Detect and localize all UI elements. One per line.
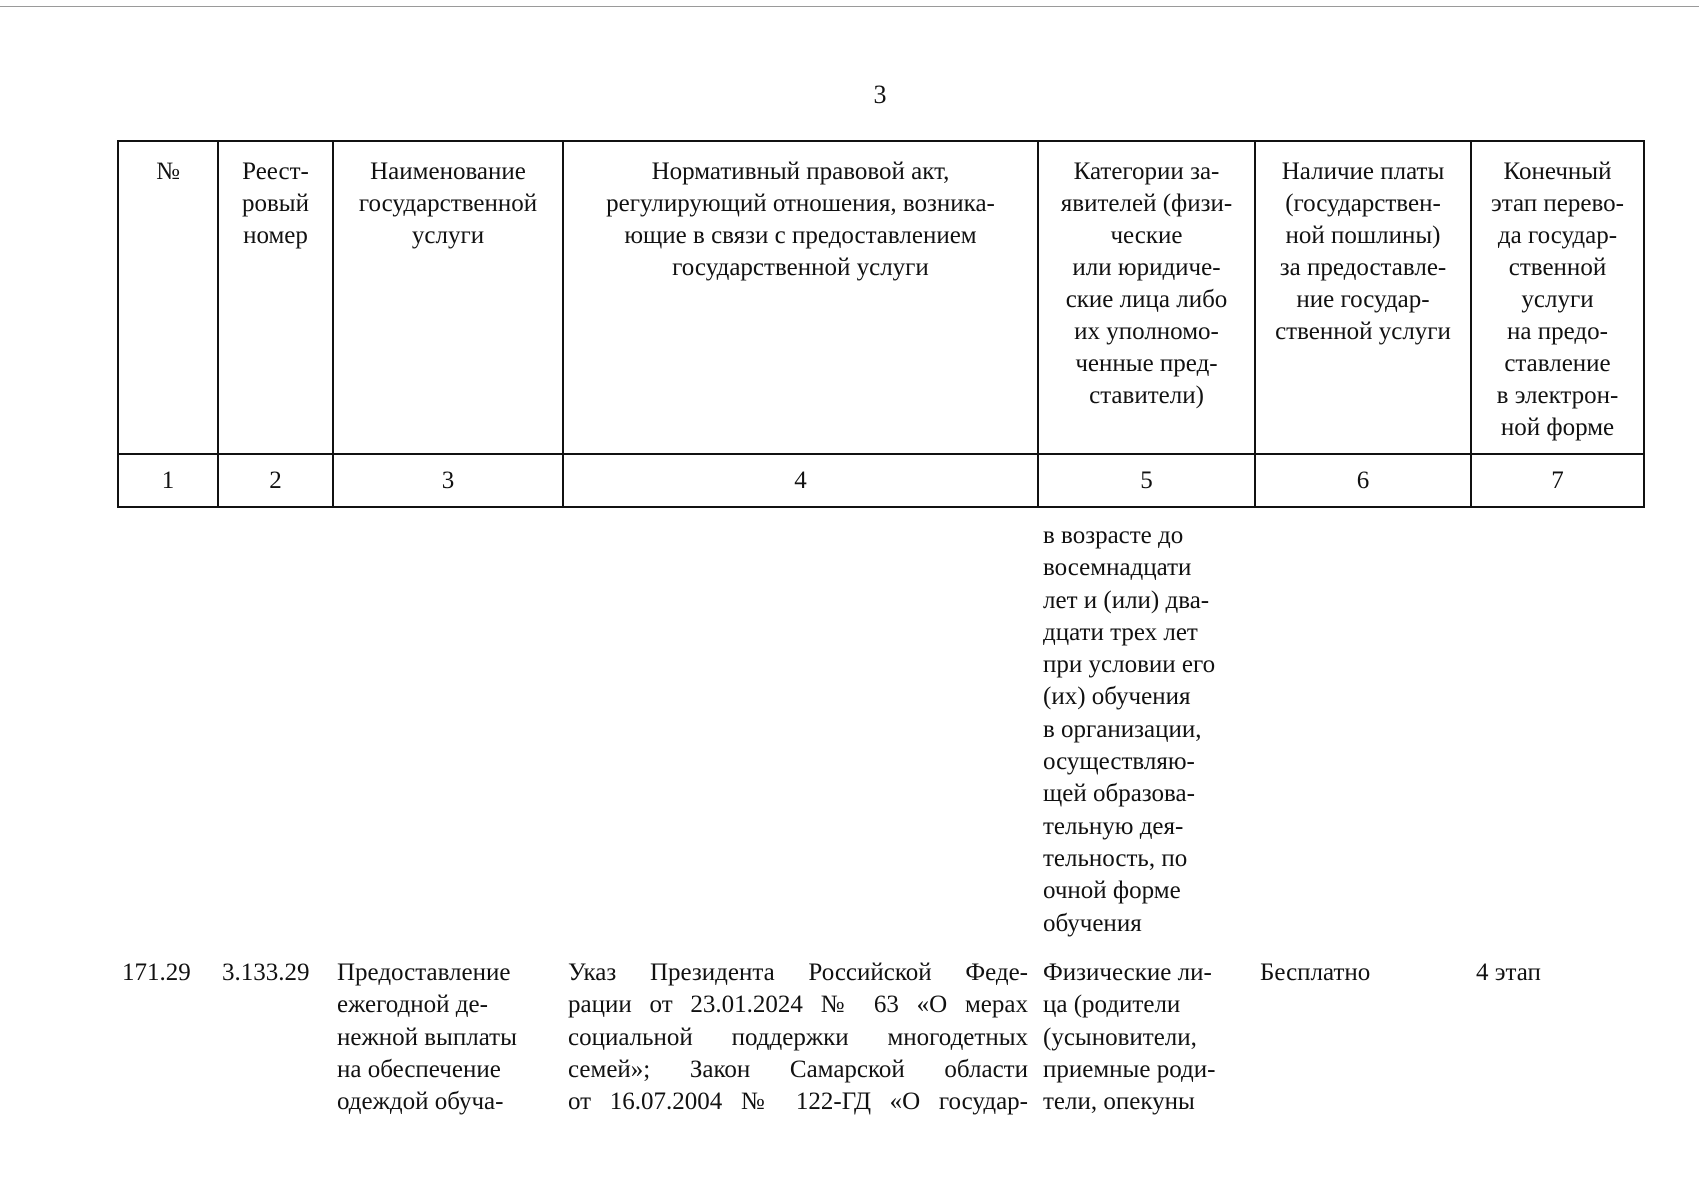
text-line: государственной услуги (672, 254, 929, 281)
text-line: в электрон- (1496, 382, 1619, 409)
text-line: ские лица либо (1065, 286, 1228, 313)
text-line: в организации, (1043, 715, 1202, 743)
text-line: (государствен- (1285, 190, 1441, 217)
text-line: ной форме (1500, 414, 1615, 441)
text-line: Предоставление (337, 959, 511, 986)
header-col-number (118, 141, 218, 454)
row-fee: Бесплатно (1260, 959, 1371, 986)
text-line: ченные пред- (1075, 350, 1218, 377)
text-line: Нормативный правовой акт, (651, 158, 950, 185)
text-line: ственной (1508, 254, 1607, 281)
text-line: ежегодной де- (337, 991, 488, 1019)
text-line: щей образова- (1043, 780, 1195, 808)
text-line: в возрасте до (1043, 522, 1184, 549)
text-line: ственной услуги (1275, 318, 1451, 345)
text-line: ческие (1110, 222, 1183, 249)
text-line: ровый (242, 190, 309, 217)
header-col-fee (1255, 141, 1471, 454)
text-line: тельную дея- (1043, 812, 1184, 840)
services-table-header (117, 140, 1645, 508)
continued-applicant-categories (1043, 520, 1243, 940)
column-number: 5 (1038, 454, 1255, 507)
text-line: приемные роди- (1043, 1055, 1216, 1083)
text-line: Конечный (1503, 158, 1612, 185)
text-line: ставление (1504, 350, 1611, 377)
text-line: регулирующий отношения, возника- (606, 190, 995, 217)
column-number: 2 (218, 454, 333, 507)
column-number: 3 (333, 454, 563, 507)
column-number: 4 (563, 454, 1038, 507)
text-line: от 16.07.2004 № 122-ГД «О государ- (568, 1088, 1028, 1116)
text-line: или юридиче- (1072, 254, 1221, 281)
text-line: социальной поддержки многодетных (568, 1023, 1028, 1051)
row-number: 171.29 (122, 959, 191, 986)
text-line: очной форме (1043, 877, 1181, 905)
top-border-line (0, 6, 1699, 7)
text-line: восемнадцати (1043, 554, 1192, 582)
text-line: дцати трех лет (1043, 618, 1198, 646)
column-number: 7 (1471, 454, 1644, 507)
header-col-final-stage (1471, 141, 1644, 454)
text-line: услуги (411, 222, 485, 249)
text-line: номер (243, 222, 308, 249)
text-line: ца (родители (1043, 991, 1181, 1019)
header-col-legal-act (563, 141, 1038, 454)
row-service-name (337, 957, 547, 1118)
text-line: тельность, по (1043, 844, 1188, 872)
text-line: ной пошлины) (1285, 222, 1441, 249)
header-row (118, 141, 1644, 454)
text-line: Наименование (370, 158, 526, 185)
header-col-service-name (333, 141, 563, 454)
text-line: на предо- (1507, 318, 1608, 345)
text-line: осуществляю- (1043, 748, 1195, 776)
row-final-stage: 4 этап (1476, 959, 1541, 986)
text-line: этап перево- (1491, 190, 1624, 217)
text-line: обучения (1043, 909, 1142, 937)
text-line: Наличие платы (1281, 158, 1445, 185)
page-number: 3 (873, 80, 887, 109)
text-line: государственной (358, 190, 538, 217)
text-line: лет и (или) два- (1043, 586, 1210, 614)
header-col-applicant-categories (1038, 141, 1255, 454)
text-line: Реест- (242, 158, 309, 185)
header-col-registry (218, 141, 333, 454)
row-applicant-categories (1043, 957, 1243, 1118)
text-line: Физические ли- (1043, 959, 1212, 986)
text-line: тели, опекуны (1043, 1088, 1195, 1116)
text-line: одеждой обуча- (337, 1088, 504, 1116)
text-line: нежной выплаты (337, 1023, 517, 1051)
text-line: (усыновители, (1043, 1023, 1197, 1051)
column-number: 6 (1255, 454, 1471, 507)
text-line: при условии его (1043, 651, 1216, 679)
text-line: их уполномо- (1074, 318, 1219, 345)
text-line: за предоставле- (1279, 254, 1447, 281)
row-legal-act (568, 957, 1028, 1118)
row-registry-number: 3.133.29 (222, 959, 310, 986)
text-line: ющие в связи с предоставлением (624, 222, 977, 249)
text-line: рации от 23.01.2024 № 63 «О мерах (568, 991, 1028, 1019)
text-line: ставители) (1089, 382, 1204, 409)
text-line: Указ Президента Российской Феде- (568, 959, 1028, 986)
text-line: явителей (физи- (1060, 190, 1233, 217)
text-line: на обеспечение (337, 1055, 501, 1083)
column-number: 1 (118, 454, 218, 507)
text-line: услуги (1521, 286, 1594, 313)
text-line: да государ- (1497, 222, 1618, 249)
text-line: Категории за- (1073, 158, 1220, 185)
text-line: (их) обучения (1043, 683, 1191, 711)
text-line: семей»; Закон Самарской области (568, 1055, 1028, 1083)
text-line: ние государ- (1296, 286, 1430, 313)
text-line: № (156, 158, 180, 185)
column-number-row (118, 454, 1644, 507)
